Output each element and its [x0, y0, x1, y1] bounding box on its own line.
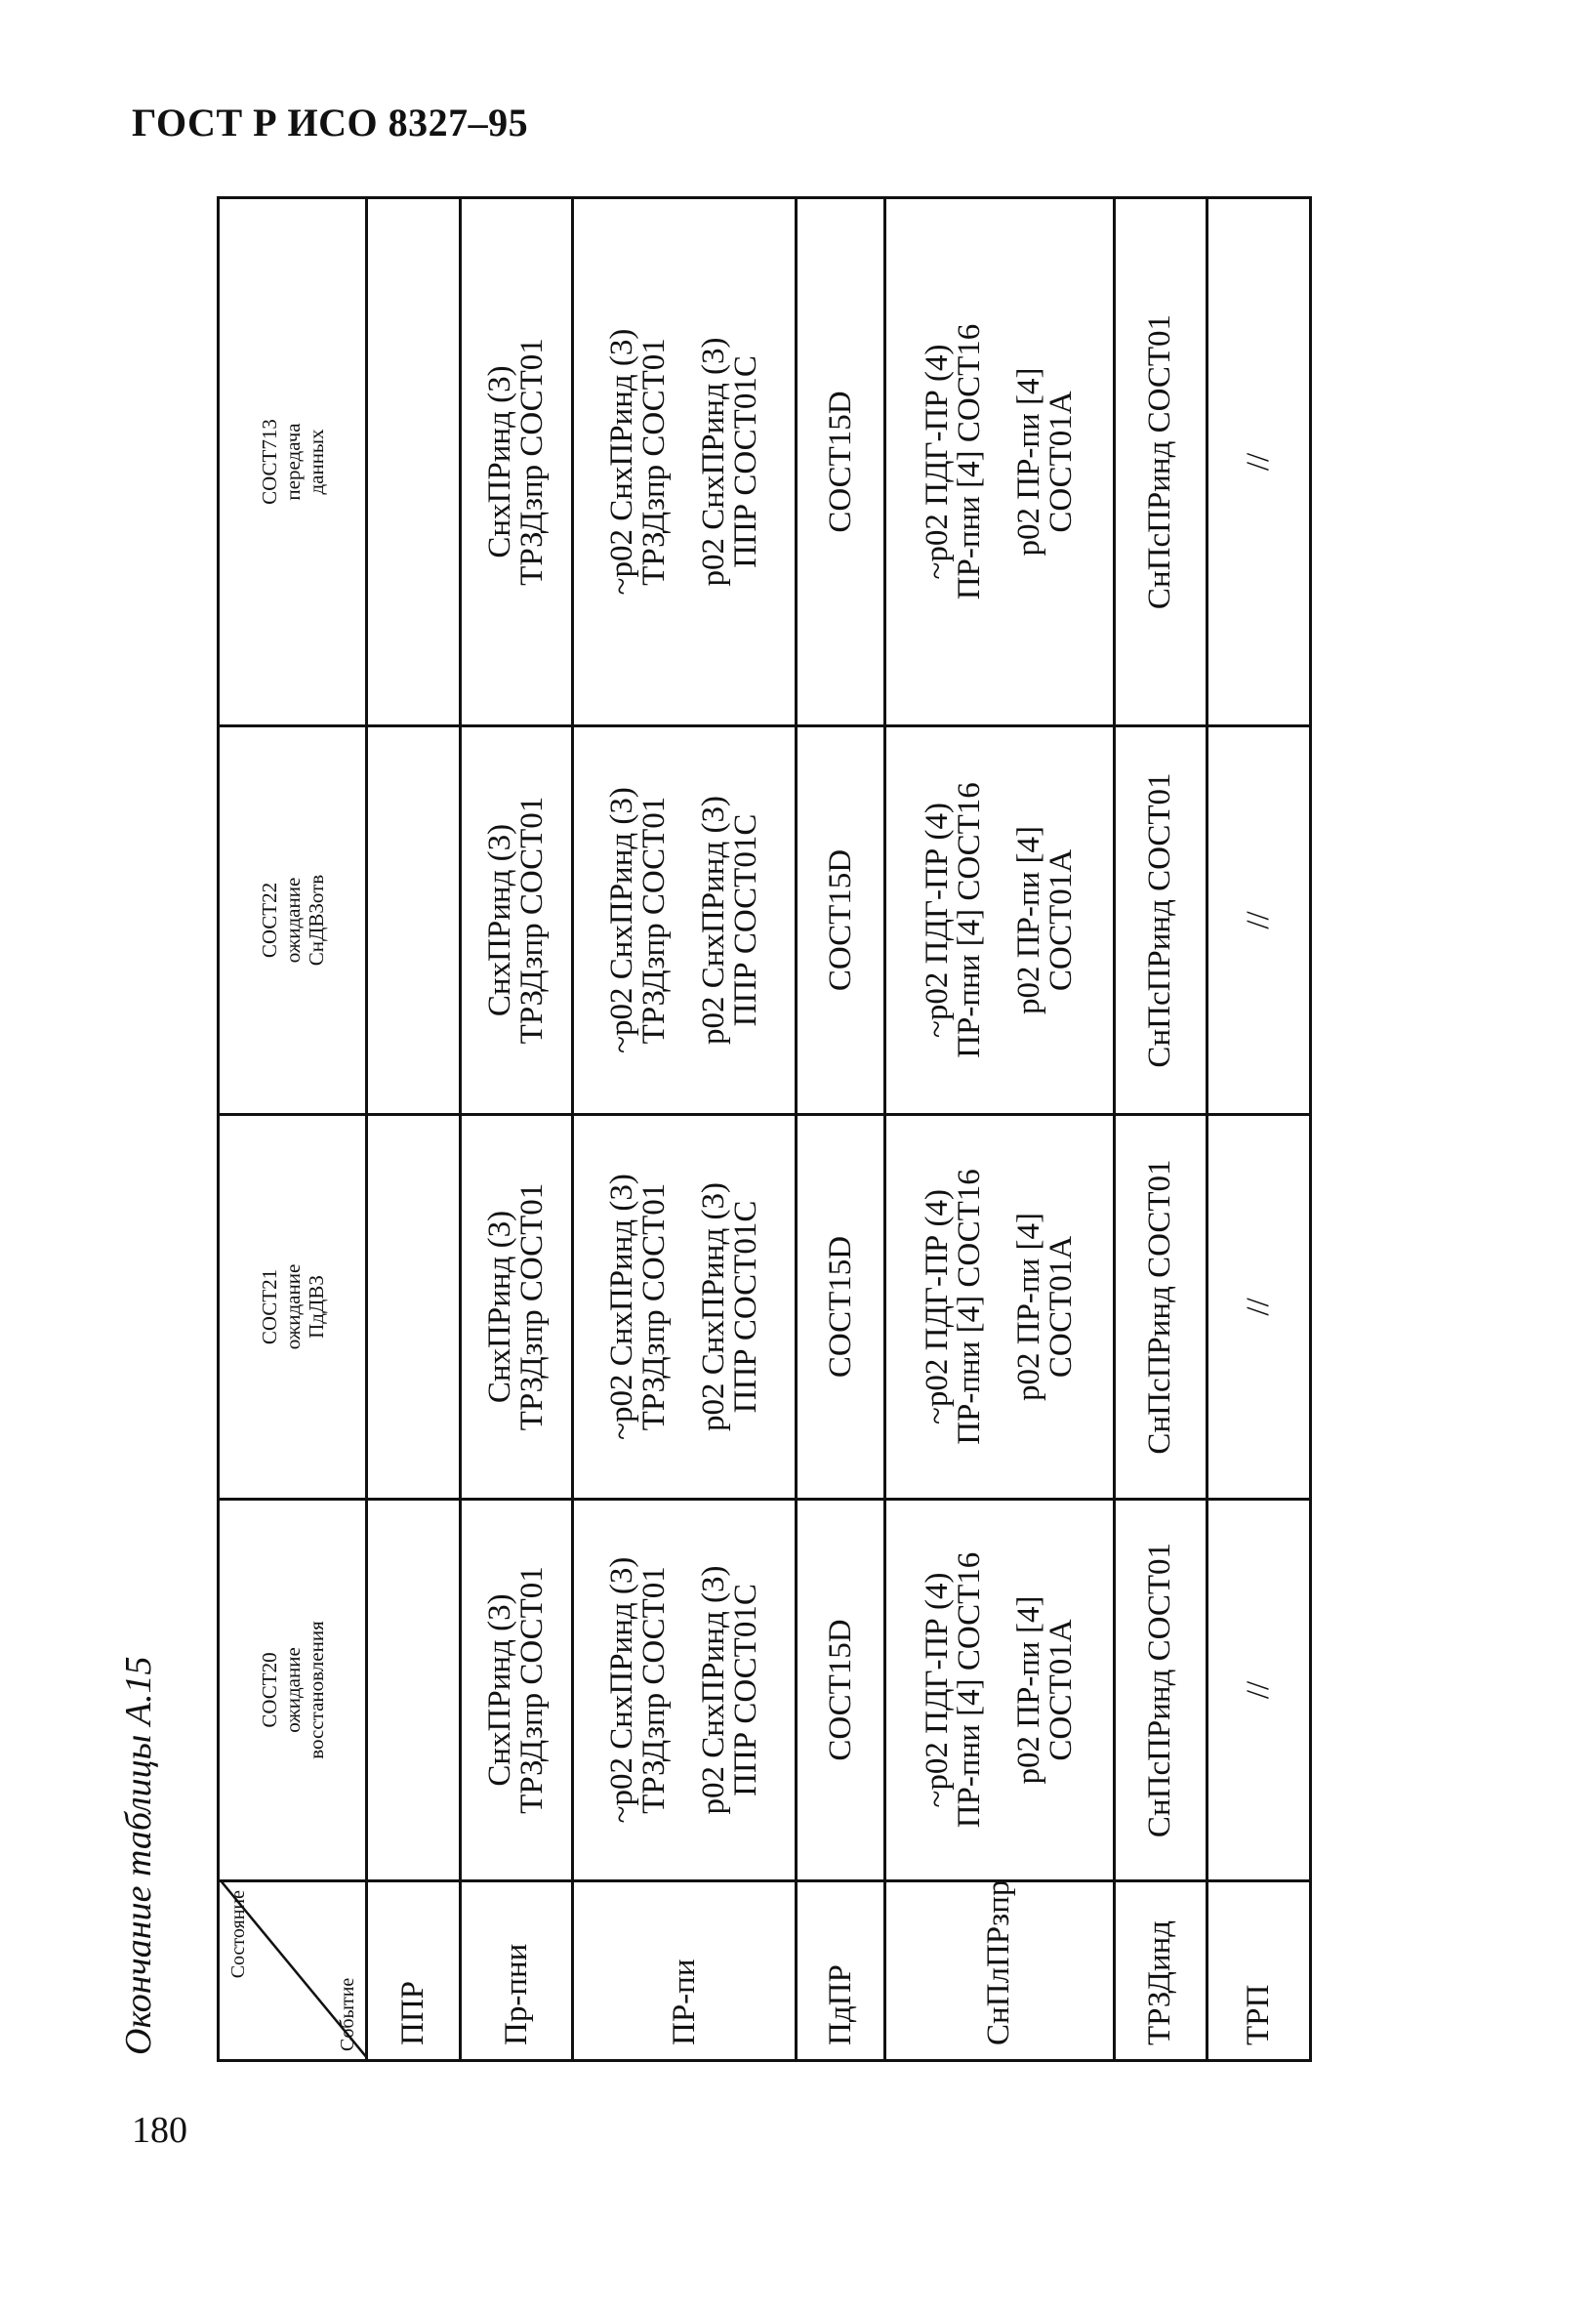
- table-row: [1114, 198, 1207, 2061]
- corner-header-cell: [219, 1881, 367, 2061]
- rotated-table-wrapper: [217, 199, 1312, 2062]
- column-header: [219, 726, 367, 1115]
- document-header: ГОСТ Р ИСО 8327–95: [132, 101, 529, 144]
- cell-line: ТРЗДзпр СОСТ01: [514, 1566, 551, 1814]
- cell-line: ТРЗДзпр СОСТ01: [514, 338, 551, 586]
- cell-line: ТРЗДзпр СОСТ01: [636, 1566, 673, 1814]
- cell-spacer: [671, 205, 698, 719]
- cell-line: СнПсПРинд СОСТ01: [1142, 772, 1178, 1068]
- event-cell: ПР-пи: [573, 1881, 797, 2061]
- cell-line: р02 ПР-пи [4]: [1010, 1213, 1046, 1401]
- transition-cell: [367, 1115, 461, 1500]
- column-header-line: СОСТ21: [257, 1268, 281, 1345]
- column-header: [219, 1115, 367, 1500]
- table-row: [884, 198, 1114, 2061]
- cell-line: ПР-пни [4] СОСТ16: [951, 782, 987, 1058]
- cell-spacer: [671, 1506, 698, 1874]
- transition-cell: [797, 1500, 885, 1881]
- cell-line: р02 СнхПРинд (3): [696, 796, 732, 1045]
- cell-line: ТРЗДзпр СОСТ01: [514, 1182, 551, 1431]
- transition-cell: [1207, 198, 1310, 726]
- cell-line: ППР СОСТ01С: [728, 813, 764, 1027]
- cell-line: СОСТ01А: [1043, 1235, 1079, 1379]
- table-row: [367, 198, 461, 2061]
- cell-line: р02 ПР-пи [4]: [1010, 826, 1046, 1014]
- cell-line: СОСТ15D: [822, 1235, 858, 1379]
- cell-line: СнхПРинд (3): [482, 1210, 518, 1404]
- cell-line: ППР СОСТ01С: [728, 355, 764, 568]
- state-transition-table: [217, 196, 1312, 2062]
- cell-line: СОСТ01А: [1043, 848, 1079, 992]
- corner-state-label: Состояние: [227, 1890, 249, 1979]
- table-header-row: [219, 198, 367, 2061]
- event-cell: ППР: [367, 1881, 461, 2061]
- cell-spacer: [986, 1122, 1013, 1492]
- transition-cell: [460, 726, 572, 1115]
- column-header: [219, 1500, 367, 1881]
- transition-cell: [884, 1115, 1114, 1500]
- cell-line: ППР СОСТ01С: [728, 1200, 764, 1414]
- transition-cell: [1114, 1115, 1207, 1500]
- transition-cell: [1114, 1500, 1207, 1881]
- page-number: 180: [132, 2110, 187, 2151]
- transition-cell: [367, 198, 461, 726]
- cell-line: ~р02 ПДГ-ПР (4): [919, 803, 955, 1038]
- transition-cell: [573, 198, 797, 726]
- event-cell: ТРП: [1207, 1881, 1310, 2061]
- transition-cell: [460, 198, 572, 726]
- cell-line: СнПсПРинд СОСТ01: [1142, 1159, 1178, 1455]
- transition-cell: [460, 1500, 572, 1881]
- table-row: [1207, 198, 1310, 2061]
- cell-line: ~р02 ПДГ-ПР (4): [919, 1189, 955, 1424]
- transition-cell: [1207, 1115, 1310, 1500]
- table-caption: Окончание таблицы А.15: [118, 1656, 159, 2055]
- table-row: [797, 198, 885, 2061]
- column-header-line: СОСТ22: [257, 882, 281, 959]
- transition-cell: [1207, 726, 1310, 1115]
- column-header-line: ожидание: [280, 1263, 305, 1350]
- cell-line: ~р02 ПДГ-ПР (4): [919, 344, 955, 580]
- event-cell: СнПлПРзпр: [884, 1881, 1114, 2061]
- cell-line: СнхПРинд (3): [482, 365, 518, 558]
- transition-cell: [367, 1500, 461, 1881]
- cell-line: СОСТ01А: [1043, 391, 1079, 533]
- column-header-line: СОСТ20: [257, 1652, 281, 1728]
- column-header-line: ПдДВЗ: [304, 1275, 328, 1339]
- cell-line: //: [1240, 1298, 1276, 1316]
- column-header-line: ожидание: [280, 1647, 305, 1733]
- transition-cell: [1114, 198, 1207, 726]
- corner-event-label: Событие: [337, 1977, 358, 2051]
- transition-cell: [884, 1500, 1114, 1881]
- cell-line: СнПсПРинд СОСТ01: [1142, 1542, 1178, 1838]
- cell-line: ПР-пни [4] СОСТ16: [951, 1551, 987, 1829]
- cell-line: ~р02 СнхПРинд (3): [604, 1174, 640, 1440]
- table-body: [367, 198, 1311, 2061]
- cell-line: р02 СнхПРинд (3): [696, 337, 732, 587]
- transition-cell: [460, 1115, 572, 1500]
- cell-line: //: [1240, 1680, 1276, 1700]
- transition-cell: [573, 1115, 797, 1500]
- cell-line: ~р02 ПДГ-ПР (4): [919, 1572, 955, 1808]
- table-row: [573, 198, 797, 2061]
- event-cell: ПдПР: [797, 1881, 885, 2061]
- column-header-line: СОСТ713: [257, 419, 281, 505]
- transition-cell: [1114, 726, 1207, 1115]
- event-cell: Пр-пни: [460, 1881, 572, 2061]
- transition-cell: [367, 726, 461, 1115]
- column-header: [219, 198, 367, 726]
- transition-cell: [797, 198, 885, 726]
- cell-line: р02 ПР-пи [4]: [1010, 1595, 1046, 1785]
- column-header-line: СнДВЗотв: [304, 874, 328, 967]
- cell-line: ТРЗДзпр СОСТ01: [636, 338, 673, 586]
- cell-line: СОСТ15D: [822, 391, 858, 533]
- table-row: [460, 198, 572, 2061]
- transition-cell: [573, 726, 797, 1115]
- cell-spacer: [671, 1122, 698, 1492]
- transition-cell: [884, 726, 1114, 1115]
- cell-line: р02 СнхПРинд (3): [696, 1182, 732, 1431]
- cell-spacer: [986, 733, 1013, 1107]
- cell-line: ~р02 СнхПРинд (3): [604, 1556, 640, 1824]
- cell-line: ~р02 СнхПРинд (3): [604, 328, 640, 596]
- column-header-line: восстановления: [304, 1621, 328, 1759]
- column-header-line: ожидание: [280, 877, 305, 964]
- cell-line: ТРЗДзпр СОСТ01: [636, 1182, 673, 1431]
- cell-line: СОСТ15D: [822, 1619, 858, 1761]
- column-header-line: передача: [280, 423, 305, 501]
- cell-line: СнхПРинд (3): [482, 1593, 518, 1787]
- cell-spacer: [671, 733, 698, 1107]
- transition-cell: [797, 726, 885, 1115]
- column-header-line: данных: [304, 429, 328, 495]
- cell-line: ПР-пни [4] СОСТ16: [951, 1169, 987, 1445]
- cell-line: //: [1240, 911, 1276, 929]
- cell-line: ПР-пни [4] СОСТ16: [951, 323, 987, 600]
- transition-cell: [573, 1500, 797, 1881]
- cell-line: //: [1240, 452, 1276, 472]
- event-cell: ТРЗДинд: [1114, 1881, 1207, 2061]
- transition-cell: [884, 198, 1114, 726]
- cell-spacer: [986, 1506, 1013, 1874]
- transition-cell: [797, 1115, 885, 1500]
- cell-line: СнПсПРинд СОСТ01: [1142, 313, 1178, 610]
- cell-line: СнхПРинд (3): [482, 823, 518, 1017]
- cell-spacer: [986, 205, 1013, 719]
- cell-line: ТРЗДзпр СОСТ01: [636, 796, 673, 1045]
- cell-line: р02 ПР-пи [4]: [1010, 367, 1046, 557]
- cell-line: ППР СОСТ01С: [728, 1584, 764, 1796]
- cell-line: СОСТ15D: [822, 848, 858, 992]
- transition-cell: [1207, 1500, 1310, 1881]
- cell-line: ТРЗДзпр СОСТ01: [514, 796, 551, 1045]
- cell-line: р02 СнхПРинд (3): [696, 1565, 732, 1815]
- cell-line: СОСТ01А: [1043, 1619, 1079, 1761]
- cell-line: ~р02 СнхПРинд (3): [604, 787, 640, 1053]
